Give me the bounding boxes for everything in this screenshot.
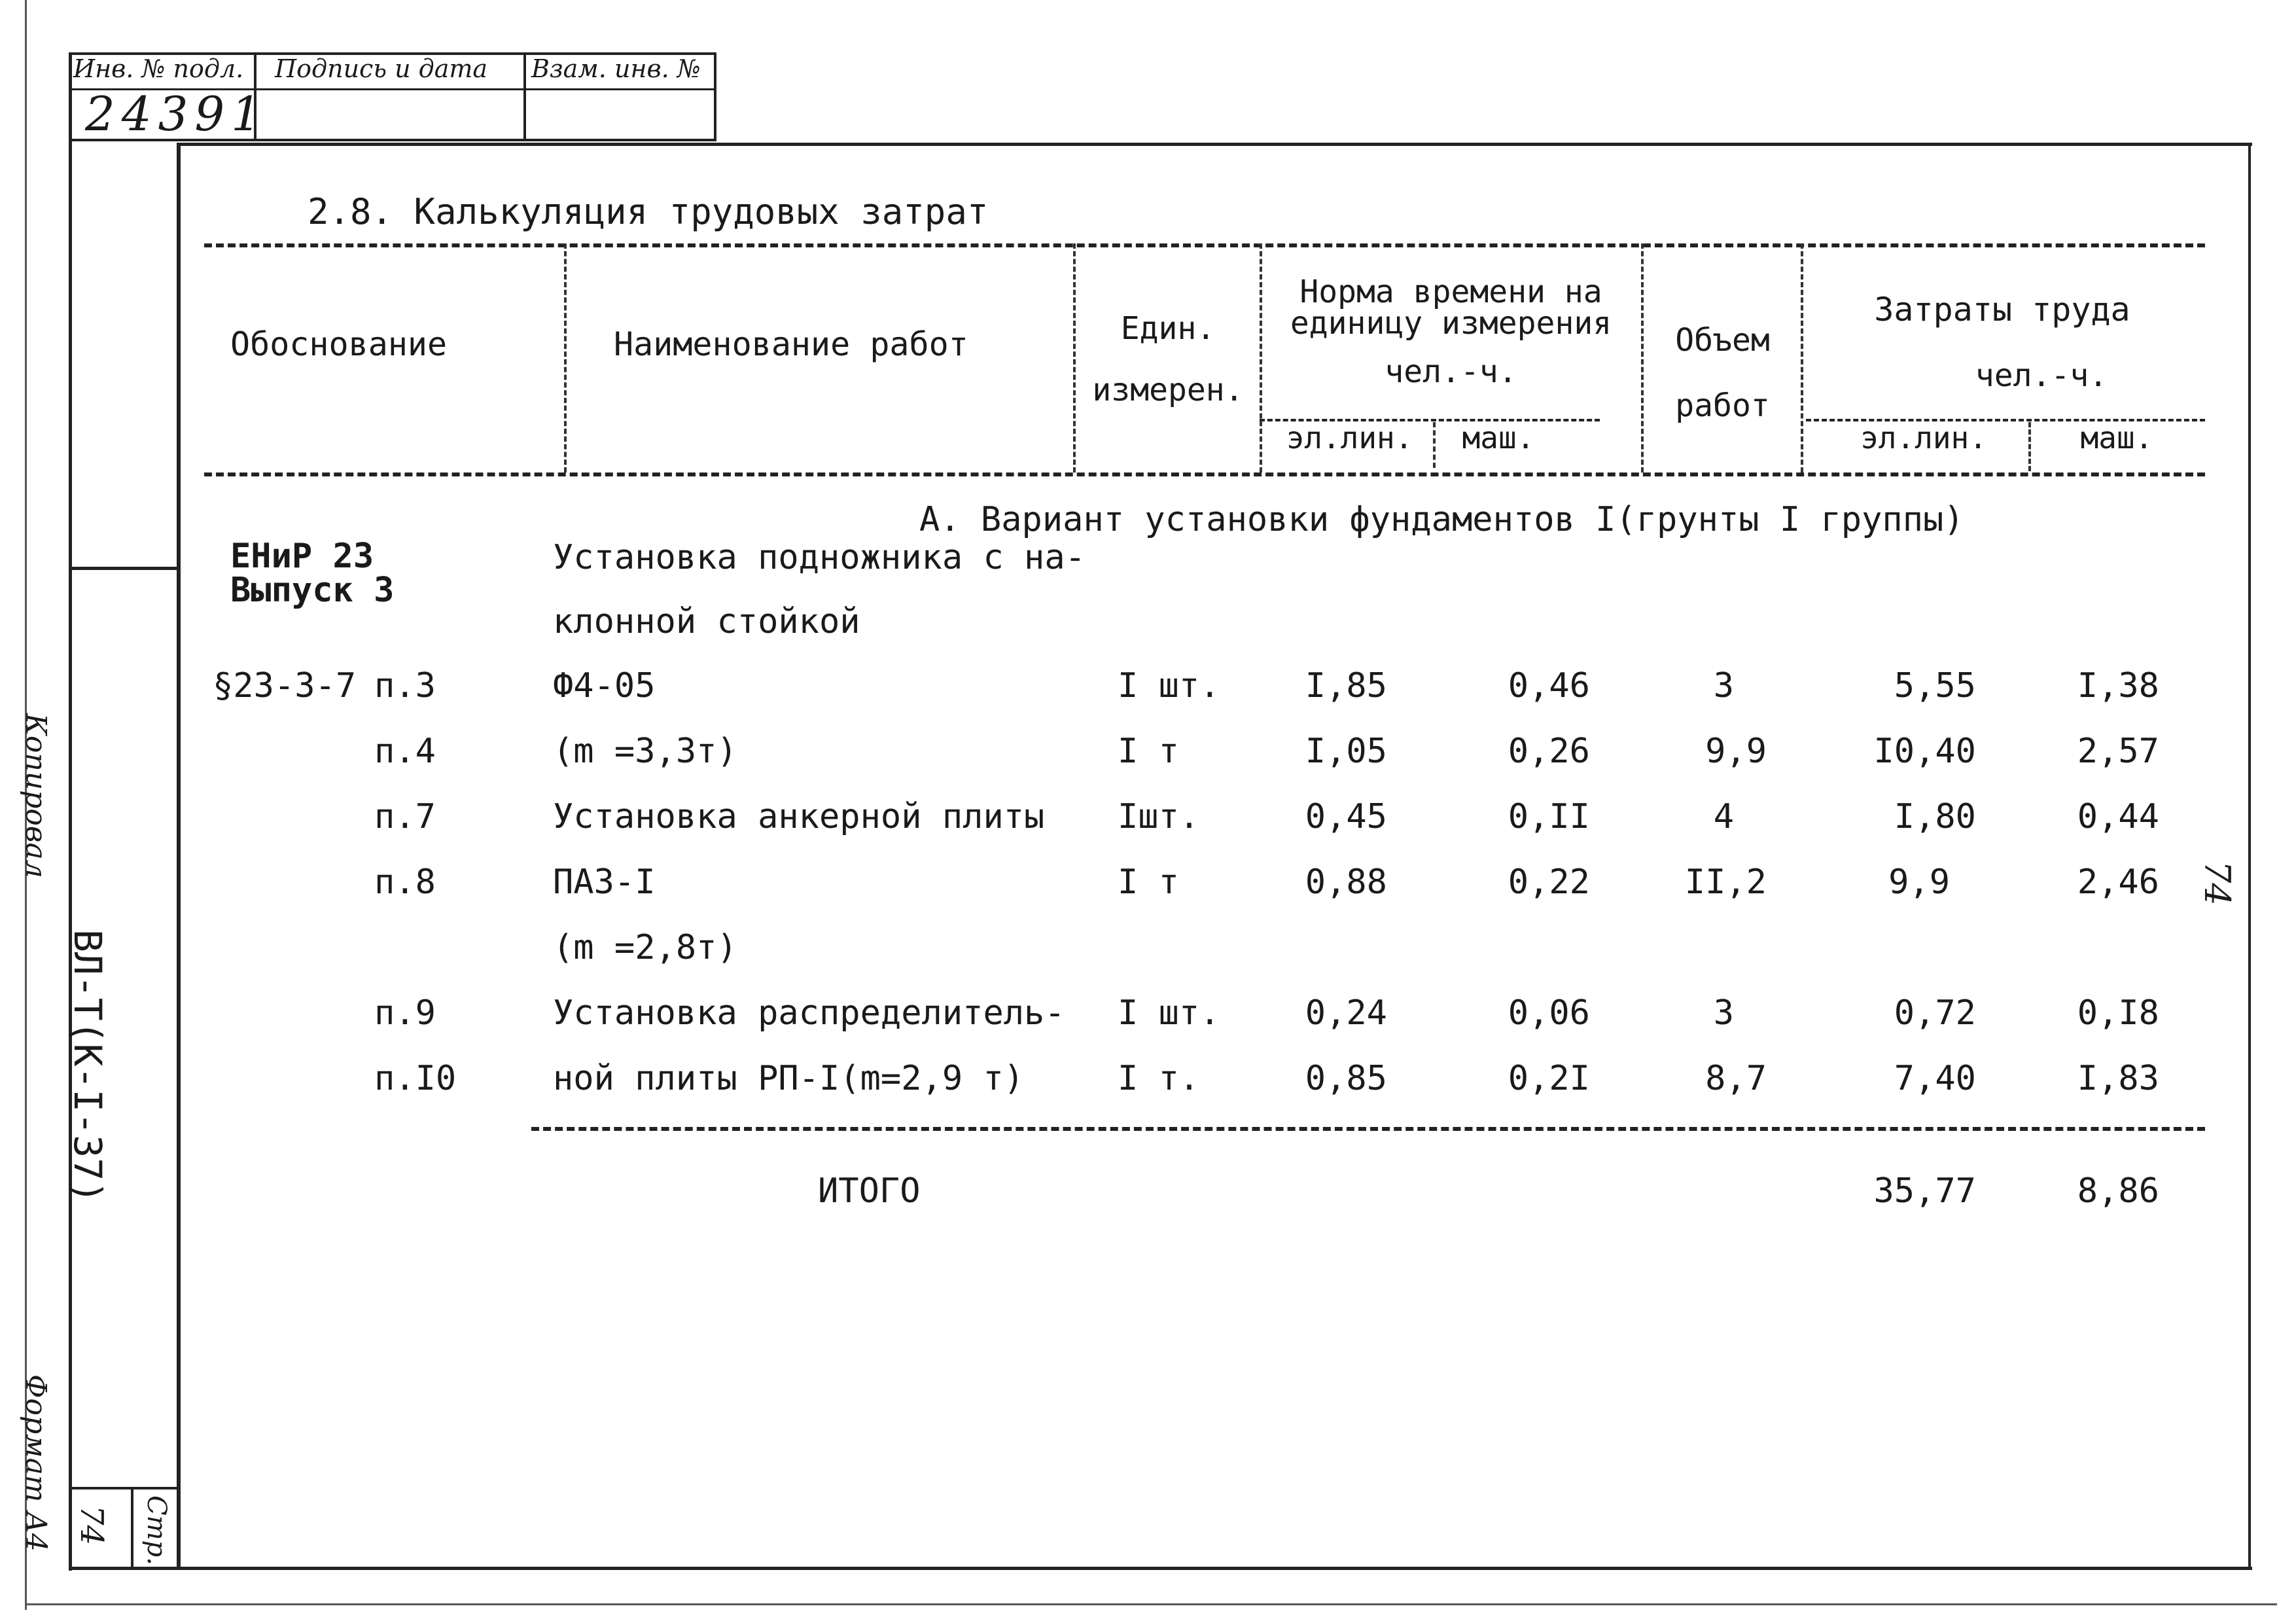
- header-work-name: Наименование работ: [614, 325, 968, 363]
- header-norm-line1: Норма времени на: [1299, 274, 1602, 310]
- frame-left: [177, 143, 181, 1569]
- col-sep-norm-sub: [1433, 422, 1436, 468]
- row-work-name: ной плиты РП-I(m=2,9 т): [553, 1059, 1025, 1098]
- header-cost-el: эл.лин.: [1860, 420, 1987, 455]
- row-paragraph: п.I0: [374, 1059, 457, 1098]
- group-name-line1: Установка подножника с на-: [553, 538, 1086, 577]
- stamp-inv-label: Инв. № подл.: [73, 54, 244, 83]
- row-cost-mash: 0,I8: [2077, 993, 2159, 1033]
- page-bottom-edge: [26, 1603, 2277, 1605]
- col-sep-cost-sub: [2028, 422, 2031, 471]
- header-volume-line1: Объем: [1675, 322, 1770, 359]
- binding-margin-line: [69, 52, 72, 1571]
- frame-right: [2248, 143, 2251, 1569]
- row-work-name: Ф4-05: [553, 666, 656, 705]
- basis-line1: ЕНиР 23: [230, 537, 374, 576]
- total-cost-mash: 8,86: [2077, 1171, 2159, 1211]
- row-volume: 9,9: [1705, 732, 1767, 771]
- basis-line2: Выпуск 3: [230, 571, 395, 610]
- col-sep-2: [1073, 243, 1076, 473]
- basis-paragraph: §23-3-7: [213, 666, 357, 705]
- row-cost-el: I0,40: [1873, 732, 1976, 771]
- row-cost-mash: 2,57: [2077, 732, 2159, 771]
- stamp-inv-number: 24391: [85, 86, 268, 141]
- col-sep-5: [1801, 243, 1803, 473]
- row-norm-el: 0,85: [1305, 1059, 1387, 1098]
- row-unit: I шт.: [1118, 993, 1220, 1033]
- row-work-name: ПАЗ-I: [553, 863, 656, 902]
- row-paragraph: п.3: [374, 666, 436, 705]
- row-paragraph: п.7: [374, 797, 436, 836]
- group-name-line2: клонной стойкой: [553, 602, 860, 641]
- section-title: 2.8. Калькуляция трудовых затрат: [308, 191, 989, 232]
- total-label: ИТОГО: [818, 1171, 921, 1211]
- col-sep-1: [564, 243, 567, 473]
- row-work-name: (m =3,3т): [553, 732, 737, 771]
- header-top-rule: [204, 243, 2205, 247]
- row-cost-mash: 0,44: [2077, 797, 2159, 836]
- header-norm-mash: маш.: [1462, 420, 1535, 455]
- row-norm-mash: 0,46: [1508, 666, 1590, 705]
- row-norm-mash: 0,06: [1508, 993, 1590, 1033]
- page-label: Стр.: [141, 1495, 171, 1565]
- sidebar-top: [69, 567, 180, 570]
- row-unit: Iшт.: [1118, 797, 1200, 836]
- header-norm-line3: чел.-ч.: [1385, 353, 1517, 390]
- row-norm-el: 0,24: [1305, 993, 1387, 1033]
- sidebar-bottom-row: [69, 1487, 180, 1489]
- row-volume: 4: [1713, 797, 1734, 836]
- row-cost-mash: 2,46: [2077, 863, 2159, 902]
- header-unit-line1: Един.: [1120, 310, 1216, 347]
- row-unit: I т: [1118, 863, 1179, 902]
- header-cost-mash: маш.: [2080, 420, 2153, 455]
- row-norm-mash: 0,2I: [1508, 1059, 1590, 1098]
- row-paragraph: п.9: [374, 993, 436, 1033]
- stamp-zam-label: Взам. инв. №: [531, 54, 701, 83]
- row-work-name: Установка распределитель-: [553, 993, 1065, 1033]
- col-sep-4: [1641, 243, 1644, 473]
- variant-title: А. Вариант установки фундаментов I(грунты I группы): [919, 500, 1964, 539]
- stamp-sign-label: Подпись и дата: [275, 54, 488, 83]
- row-norm-el: I,05: [1305, 732, 1387, 771]
- row-work-name: Установка анкерной плиты: [553, 797, 1045, 836]
- row-cost-el: 0,72: [1894, 993, 1976, 1033]
- row-paragraph: п.4: [374, 732, 436, 771]
- row-norm-mash: 0,22: [1508, 863, 1590, 902]
- row-norm-el: I,85: [1305, 666, 1387, 705]
- row-norm-el: 0,45: [1305, 797, 1387, 836]
- total-cost-el: 35,77: [1873, 1171, 1976, 1211]
- row-cost-mash: I,83: [2077, 1059, 2159, 1098]
- row-work-name: (m =2,8т): [553, 928, 737, 967]
- header-volume-line2: работ: [1675, 387, 1770, 424]
- header-cost-line2: чел.-ч.: [1975, 357, 2108, 394]
- header-bottom-rule: [204, 473, 2205, 476]
- header-basis: Обоснование: [230, 325, 448, 363]
- frame-top: [177, 143, 2252, 146]
- doc-code: ВЛ-Т(К-I-37): [65, 929, 110, 1204]
- row-volume: 3: [1713, 993, 1734, 1033]
- row-cost-mash: I,38: [2077, 666, 2159, 705]
- row-unit: I шт.: [1118, 666, 1220, 705]
- format-label: Формат А4: [19, 1374, 52, 1552]
- row-norm-mash: 0,26: [1508, 732, 1590, 771]
- copied-label: Копировал: [19, 713, 52, 878]
- row-cost-el: 7,40: [1894, 1059, 1976, 1098]
- total-rule: [531, 1127, 2205, 1131]
- row-cost-el: 5,55: [1894, 666, 1976, 705]
- row-cost-el: 9,9: [1888, 863, 1950, 902]
- frame-bottom: [71, 1567, 2252, 1570]
- sidebar-split: [131, 1487, 133, 1569]
- header-norm-line2: единицу измерения: [1290, 305, 1612, 342]
- row-norm-el: 0,88: [1305, 863, 1387, 902]
- row-norm-mash: 0,II: [1508, 797, 1590, 836]
- header-norm-el: эл.лин.: [1286, 420, 1413, 455]
- col-sep-3: [1260, 243, 1262, 473]
- row-paragraph: п.8: [374, 863, 436, 902]
- row-cost-el: I,80: [1894, 797, 1976, 836]
- row-unit: I т.: [1118, 1059, 1200, 1098]
- page-number-left: 74: [73, 1505, 110, 1546]
- page-number-right: 74: [2197, 861, 2238, 906]
- row-volume: II,2: [1684, 863, 1767, 902]
- row-unit: I т: [1118, 732, 1179, 771]
- header-unit-line2: измерен.: [1092, 372, 1244, 408]
- row-volume: 8,7: [1705, 1059, 1767, 1098]
- header-cost-line1: Затраты труда: [1874, 291, 2130, 329]
- row-volume: 3: [1713, 666, 1734, 705]
